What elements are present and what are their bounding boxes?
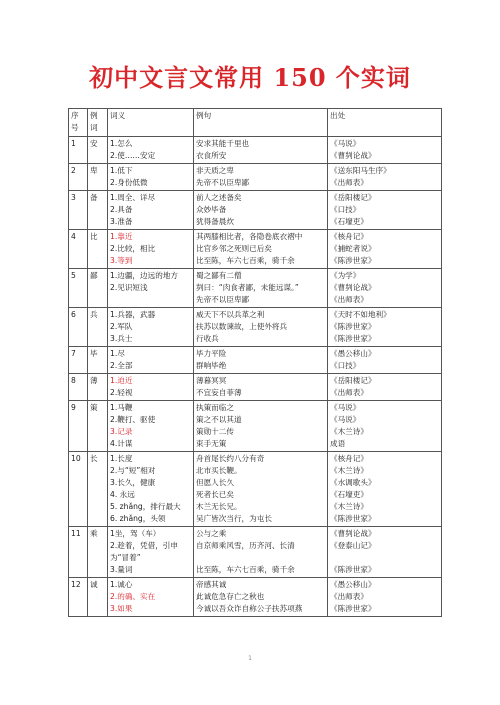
row-word: 备 xyxy=(88,191,108,230)
meaning-item: 1.兵器，武器 xyxy=(110,310,156,319)
table-row xyxy=(69,401,442,452)
row-word: 诚 xyxy=(88,578,108,617)
meaning-item: 1.边疆，边远的地方 xyxy=(110,271,178,280)
example-sentence: 木兰无长兄。 xyxy=(196,502,242,511)
row-sources xyxy=(328,527,442,578)
header-example: 例句 xyxy=(194,109,328,137)
source-title: 《曹刿论战》 xyxy=(330,283,376,292)
meaning-item: 1.迫近 xyxy=(110,376,133,385)
table-row xyxy=(69,269,442,308)
table-row xyxy=(69,452,442,527)
source-title: 《出师表》 xyxy=(330,592,368,601)
row-number: 9 xyxy=(69,401,88,452)
source-title: 《马说》 xyxy=(330,139,361,148)
meaning-item: 1.靠近 xyxy=(110,232,133,241)
row-number: 5 xyxy=(69,269,88,308)
example-sentence: 比官乡邻之死则已后矣 xyxy=(196,244,272,253)
page-number: 1 xyxy=(248,655,252,662)
example-sentence: 北市买长鞭。 xyxy=(196,466,242,475)
example-sentence: 其两膝相比者，各隐卷底衣褶中 xyxy=(196,232,303,241)
source-title: 《陈涉世家》 xyxy=(330,565,376,574)
example-sentence: 吴广皆次当行，为屯长 xyxy=(196,514,272,523)
table-row xyxy=(69,527,442,578)
meaning-item: 3.准备 xyxy=(110,217,133,226)
source-title: 《陈涉世家》 xyxy=(330,256,376,265)
meaning-item: 1.诚心 xyxy=(110,580,133,589)
source-title: 《核舟记》 xyxy=(330,232,368,241)
table-row xyxy=(69,308,442,347)
row-meanings xyxy=(108,308,194,347)
row-sources xyxy=(328,230,442,269)
meaning-item: 2.全部 xyxy=(110,361,133,370)
row-examples xyxy=(194,578,328,617)
source-title: 《愚公移山》 xyxy=(330,349,376,358)
meaning-item: 3.量词 xyxy=(110,565,133,574)
row-number: 1 xyxy=(69,137,88,164)
meaning-item: 3.等到 xyxy=(110,256,133,265)
vocabulary-table xyxy=(68,108,442,617)
source-title: 《曹刿论战》 xyxy=(330,151,376,160)
meaning-item: 5. zhǎng，排行最大 xyxy=(110,502,181,511)
meaning-item: 3.兵士 xyxy=(110,334,133,343)
row-number: 10 xyxy=(69,452,88,527)
source-title: 《为学》 xyxy=(330,271,361,280)
row-sources xyxy=(328,137,442,164)
row-meanings xyxy=(108,191,194,230)
source-title: 《愚公移山》 xyxy=(330,580,376,589)
meaning-item: 1坐，驾（车） xyxy=(110,529,161,538)
meaning-item: 2.鞭打、驱使 xyxy=(110,415,156,424)
header-meaning: 词义 xyxy=(108,109,194,137)
source-title: 《木兰诗》 xyxy=(330,466,368,475)
meaning-item: 3.记录 xyxy=(110,427,133,436)
row-meanings xyxy=(108,401,194,452)
row-number: 11 xyxy=(69,527,88,578)
source-title: 《木兰诗》 xyxy=(330,427,368,436)
meaning-item: 3.长久，健康 xyxy=(110,478,156,487)
source-title: 《陈涉世家》 xyxy=(330,514,376,523)
example-sentence: 策勋十二传 xyxy=(196,427,234,436)
table-row xyxy=(69,191,442,230)
example-sentence: 薄暮冥冥 xyxy=(196,376,227,385)
table-header-row xyxy=(69,109,442,137)
row-meanings xyxy=(108,578,194,617)
row-word: 兵 xyxy=(88,308,108,347)
row-number: 7 xyxy=(69,347,88,374)
meaning-item: 2.趁着，凭借，引申为“冒着” xyxy=(110,541,178,562)
row-examples xyxy=(194,527,328,578)
row-examples xyxy=(194,308,328,347)
source-title: 《石壕吏》 xyxy=(330,490,368,499)
example-sentence xyxy=(196,552,325,564)
row-meanings xyxy=(108,374,194,401)
example-sentence: 毕力平险 xyxy=(196,349,227,358)
meaning-item: 2.的确、实在 xyxy=(110,592,156,601)
table-row xyxy=(69,347,442,374)
table-row xyxy=(69,164,442,191)
row-number: 2 xyxy=(69,164,88,191)
source-title: 《口技》 xyxy=(330,205,361,214)
source-title: 《岳阳楼记》 xyxy=(330,193,376,202)
example-sentence: 但愿人长久 xyxy=(196,478,234,487)
source-title: 《木兰诗》 xyxy=(330,502,368,511)
meaning-item: 2.轻视 xyxy=(110,388,133,397)
meaning-item: 2.军队 xyxy=(110,322,133,331)
example-sentence: 公与之乘 xyxy=(196,529,227,538)
example-sentence: 比至陈，车六七百乘，骑千余 xyxy=(196,565,295,574)
header-source: 出处 xyxy=(328,109,442,137)
row-number: 3 xyxy=(69,191,88,230)
row-meanings xyxy=(108,347,194,374)
example-sentence: 帝感其诚 xyxy=(196,580,227,589)
table-row xyxy=(69,374,442,401)
row-sources xyxy=(328,191,442,230)
example-sentence: 行收兵 xyxy=(196,334,219,343)
header-number: 序号 xyxy=(69,109,88,137)
example-sentence: 束手无策 xyxy=(196,439,227,448)
row-meanings xyxy=(108,137,194,164)
row-word: 长 xyxy=(88,452,108,527)
row-sources xyxy=(328,347,442,374)
source-title: 《陈涉世家》 xyxy=(330,334,376,343)
row-word: 卑 xyxy=(88,164,108,191)
source-title: 《陈涉世家》 xyxy=(330,322,376,331)
example-sentence: 安求其能千里也 xyxy=(196,139,250,148)
example-sentence: 蜀之鄙有二僧 xyxy=(196,271,242,280)
source-title: 《登泰山记》 xyxy=(330,541,376,550)
source-title: 《出师表》 xyxy=(330,388,368,397)
source-title: 《送东阳马生序》 xyxy=(330,166,391,175)
source-title: 《天时不如地利》 xyxy=(330,310,391,319)
meaning-item: 1.马鞭 xyxy=(110,403,133,412)
source-title: 《马说》 xyxy=(330,415,361,424)
meaning-item: 6. zhǎng，头领 xyxy=(110,514,166,523)
table-row xyxy=(69,578,442,617)
row-examples xyxy=(194,269,328,308)
example-sentence: 威天下不以兵革之利 xyxy=(196,310,265,319)
row-word: 策 xyxy=(88,401,108,452)
meaning-item: 2.使……安定 xyxy=(110,151,156,160)
example-sentence: 先帝不以臣卑鄙 xyxy=(196,178,250,187)
example-sentence: 众妙毕备 xyxy=(196,205,227,214)
example-sentence: 群响毕绝 xyxy=(196,361,227,370)
row-examples xyxy=(194,230,328,269)
source-title: 《捕蛇者说》 xyxy=(330,244,376,253)
page-title: 初中文言文常用 150 个实词 xyxy=(89,63,411,92)
row-examples xyxy=(194,164,328,191)
row-examples xyxy=(194,374,328,401)
row-examples xyxy=(194,137,328,164)
source-title: 《石壕吏》 xyxy=(330,217,368,226)
row-number: 4 xyxy=(69,230,88,269)
example-sentence: 犹得备晨炊 xyxy=(196,217,234,226)
row-number: 8 xyxy=(69,374,88,401)
source-title: 《出师表》 xyxy=(330,178,368,187)
row-examples xyxy=(194,401,328,452)
example-sentence: 扶苏以数谏故，上使外将兵 xyxy=(196,322,288,331)
meaning-item: 4. 永远 xyxy=(110,490,135,499)
example-sentence: 此诚危急存亡之秋也 xyxy=(196,592,265,601)
row-number: 6 xyxy=(69,308,88,347)
example-sentence: 死者长已矣 xyxy=(196,490,234,499)
row-sources xyxy=(328,164,442,191)
example-sentence: 前人之述备矣 xyxy=(196,193,242,202)
meaning-item: 1.低下 xyxy=(110,166,133,175)
row-meanings xyxy=(108,452,194,527)
row-number: 12 xyxy=(69,578,88,617)
source-title: 《岳阳楼记》 xyxy=(330,376,376,385)
example-sentence: 舟首尾长约八分有奇 xyxy=(196,454,265,463)
meaning-item: 2.比较，相比 xyxy=(110,244,156,253)
meaning-item: 2.与“短”相对 xyxy=(110,466,156,475)
example-sentence: 先帝不以臣卑鄙 xyxy=(196,295,250,304)
source-title: 《核舟记》 xyxy=(330,454,368,463)
row-sources xyxy=(328,578,442,617)
source-title: 《口技》 xyxy=(330,361,361,370)
row-word: 鄙 xyxy=(88,269,108,308)
example-sentence: 衣食所安 xyxy=(196,151,227,160)
row-word: 乘 xyxy=(88,527,108,578)
header-word: 例词 xyxy=(88,109,108,137)
table-row xyxy=(69,230,442,269)
source-title: 《出师表》 xyxy=(330,295,368,304)
example-sentence: 非天质之卑 xyxy=(196,166,234,175)
row-examples xyxy=(194,191,328,230)
row-sources xyxy=(328,452,442,527)
example-sentence: 比至陈，车六七百乘，骑千余 xyxy=(196,256,295,265)
example-sentence: 执策而临之 xyxy=(196,403,234,412)
example-sentence: 不宜妄自菲薄 xyxy=(196,388,242,397)
row-sources xyxy=(328,374,442,401)
example-sentence: 今诚以吾众诈自称公子扶苏项燕 xyxy=(196,604,303,613)
meaning-item: 1.长度 xyxy=(110,454,133,463)
meaning-item: 2.见识短浅 xyxy=(110,283,148,292)
row-meanings xyxy=(108,527,194,578)
meaning-item: 2.身份低微 xyxy=(110,178,148,187)
source-title xyxy=(330,552,439,564)
row-word: 薄 xyxy=(88,374,108,401)
meaning-item: 3.如果 xyxy=(110,604,133,613)
example-sentence: 自京师乘风雪，历齐河、长清 xyxy=(196,541,295,550)
row-meanings xyxy=(108,230,194,269)
row-meanings xyxy=(108,269,194,308)
row-meanings xyxy=(108,164,194,191)
meaning-item: 1.怎么 xyxy=(110,139,133,148)
row-word: 安 xyxy=(88,137,108,164)
source-title: 《曹刿论战》 xyxy=(330,529,376,538)
example-sentence: 策之不以其道 xyxy=(196,415,242,424)
row-sources xyxy=(328,401,442,452)
meaning-item: 4.计谋 xyxy=(110,439,133,448)
table-row xyxy=(69,137,442,164)
source-title: 成语 xyxy=(330,439,346,448)
row-word: 比 xyxy=(88,230,108,269)
source-title: 《陈涉世家》 xyxy=(330,604,376,613)
meaning-item: 1.周全、详尽 xyxy=(110,193,156,202)
meaning-item: 2.具备 xyxy=(110,205,133,214)
source-title: 《水调歌头》 xyxy=(330,478,376,487)
row-sources xyxy=(328,269,442,308)
row-sources xyxy=(328,308,442,347)
row-word: 毕 xyxy=(88,347,108,374)
row-examples xyxy=(194,452,328,527)
meaning-item: 1.尽 xyxy=(110,349,125,358)
source-title: 《马说》 xyxy=(330,403,361,412)
example-sentence: 刿曰：“肉食者鄙，未能远谋。” xyxy=(196,283,299,292)
row-examples xyxy=(194,347,328,374)
